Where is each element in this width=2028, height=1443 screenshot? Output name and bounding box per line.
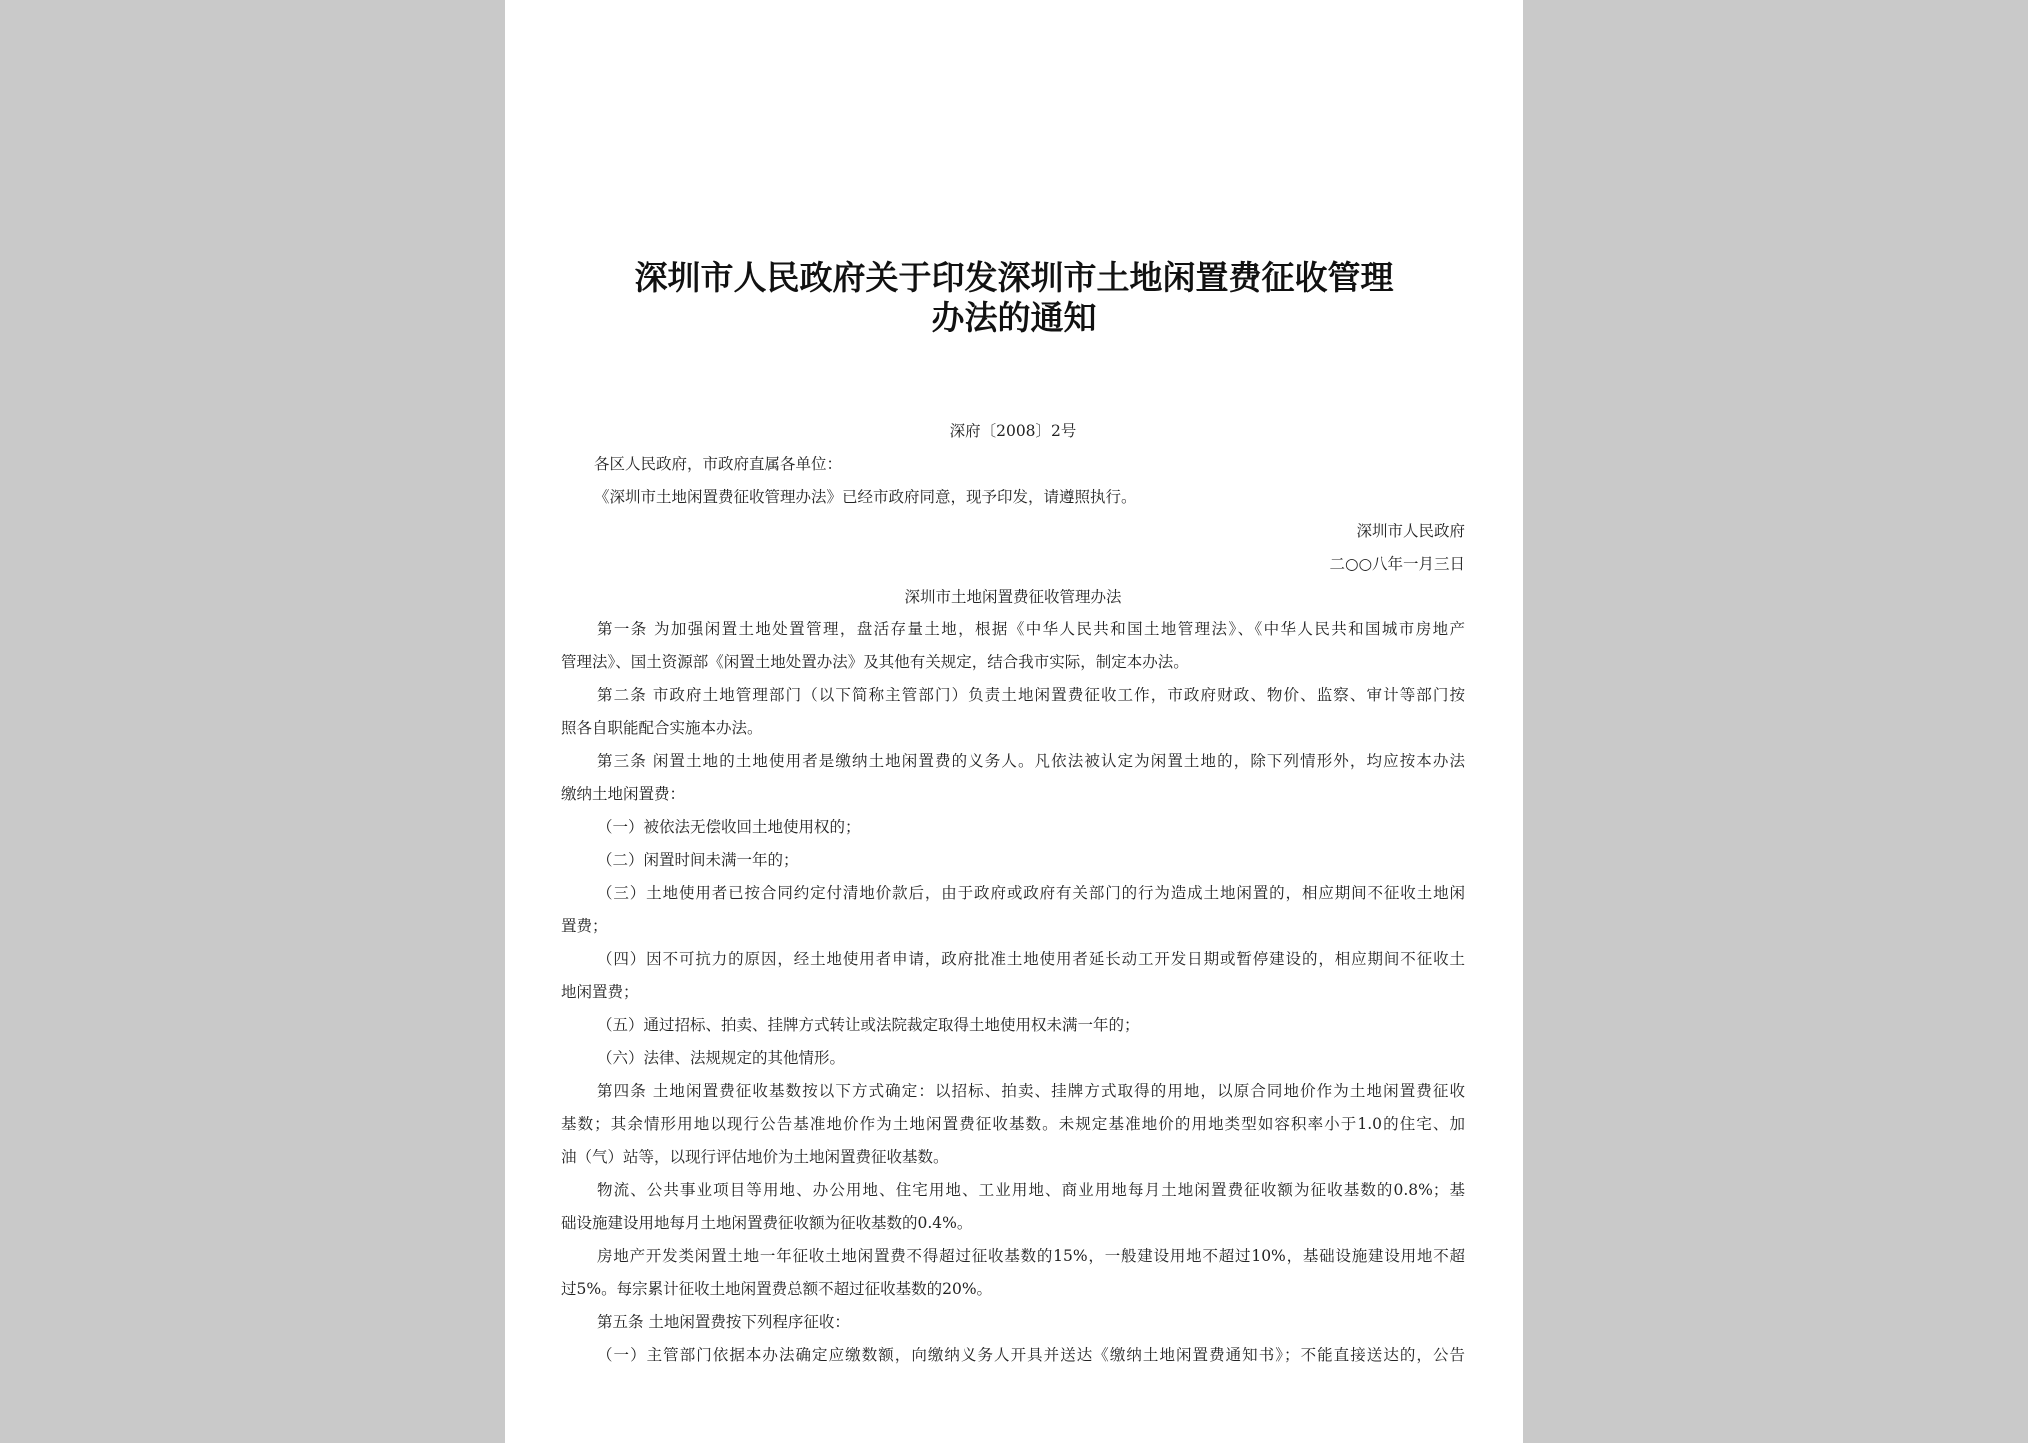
addressee: 各区人民政府，市政府直属各单位： [594, 455, 843, 473]
title-line-2: 办法的通知 [931, 298, 1097, 337]
article-4-para-b-line-1: 房地产开发类闲置土地一年征收土地闲置费不得超过征收基数的15%，一般建设用地不超过10%，基础设施建设用地不超 [597, 1247, 1465, 1265]
document-page [505, 0, 1523, 1443]
notice-text: 《深圳市土地闲置费征收管理办法》已经市政府同意，现予印发，请遵照执行。 [594, 488, 1137, 506]
article-4-para-b-line-2: 过5%。每宗累计征收土地闲置费总额不超过征收基数的20%。 [561, 1280, 993, 1298]
article-4-line-1: 第四条 土地闲置费征收基数按以下方式确定：以招标、拍卖、挂牌方式取得的用地，以原合同地价作为土地闲置费征收 [597, 1082, 1465, 1100]
article-3-item-3-line-2: 置费； [561, 917, 608, 935]
signer: 深圳市人民政府 [1356, 522, 1465, 540]
article-5: 第五条 土地闲置费按下列程序征收： [597, 1313, 850, 1331]
article-1-line-1: 第一条 为加强闲置土地处置管理，盘活存量土地，根据《中华人民共和国土地管理法》、《中华人民共和国城市房地产 [597, 620, 1465, 638]
article-3-line-2: 缴纳土地闲置费： [561, 785, 686, 803]
article-3-item-4-line-1: （四）因不可抗力的原因，经土地使用者申请，政府批准土地使用者延长动工开发日期或暂停建设的，相应期间不征收土 [597, 950, 1465, 968]
article-3-item-4-line-2: 地闲置费； [561, 983, 639, 1001]
article-3-item-2: （二）闲置时间未满一年的； [597, 851, 799, 869]
article-4-para-a-line-2: 础设施建设用地每月土地闲置费征收额为征收基数的0.4%。 [561, 1214, 973, 1232]
article-5-item-1: （一）主管部门依据本办法确定应缴数额，向缴纳义务人开具并送达《缴纳土地闲置费通知书》；不能直接送达的，公告 [597, 1346, 1465, 1364]
article-3-line-1: 第三条 闲置土地的土地使用者是缴纳土地闲置费的义务人。凡依法被认定为闲置土地的，除下列情形外，均应按本办法 [597, 752, 1465, 770]
article-4-line-2: 基数；其余情形用地以现行公告基准地价作为土地闲置费征收基数。未规定基准地价的用地类型如容积率小于1.0的住宅、加 [561, 1115, 1465, 1133]
article-3-item-1: （一）被依法无偿收回土地使用权的； [597, 818, 861, 836]
title-line-1: 深圳市人民政府关于印发深圳市土地闲置费征收管理 [634, 258, 1394, 297]
issue-date: 二○○八年一月三日 [1329, 555, 1465, 573]
doc-number: 深府〔2008〕2号 [949, 422, 1077, 440]
article-3-item-3-line-1: （三）土地使用者已按合同约定付清地价款后，由于政府或政府有关部门的行为造成土地闲置的，相应期间不征收土地闲 [597, 884, 1465, 902]
regulation-title: 深圳市土地闲置费征收管理办法 [904, 588, 1122, 606]
article-3-item-6: （六）法律、法规规定的其他情形。 [597, 1049, 846, 1067]
article-4-para-a-line-1: 物流、公共事业项目等用地、办公用地、住宅用地、工业用地、商业用地每月土地闲置费征收额为征收基数的0.8%；基 [597, 1181, 1465, 1199]
article-2-line-1: 第二条 市政府土地管理部门（以下简称主管部门）负责土地闲置费征收工作，市政府财政、物价、监察、审计等部门按 [597, 686, 1465, 704]
document-title [565, 258, 1463, 338]
article-1-line-2: 管理法》、国土资源部《闲置土地处置办法》及其他有关规定，结合我市实际，制定本办法。 [561, 653, 1189, 671]
article-2-line-2: 照各自职能配合实施本办法。 [561, 719, 763, 737]
article-3-item-5: （五）通过招标、拍卖、挂牌方式转让或法院裁定取得土地使用权未满一年的； [597, 1016, 1140, 1034]
article-4-line-3: 油（气）站等，以现行评估地价为土地闲置费征收基数。 [561, 1148, 949, 1166]
